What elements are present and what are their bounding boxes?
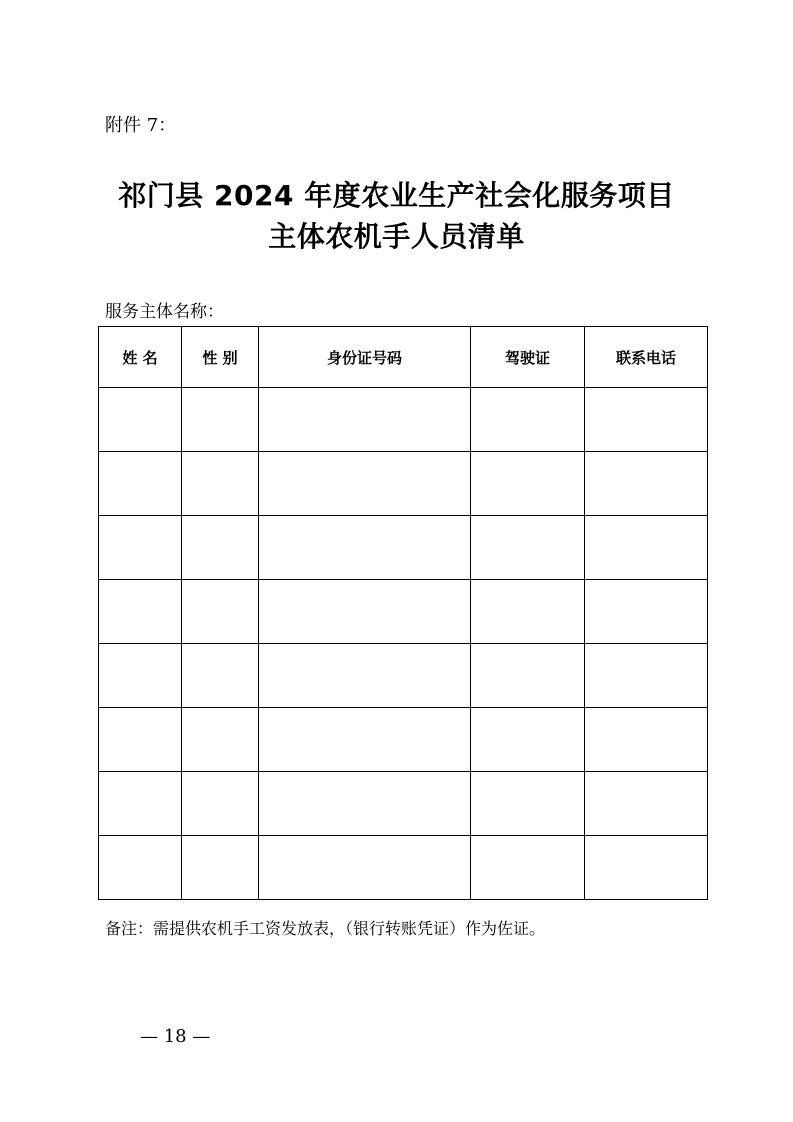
table-row xyxy=(99,708,708,772)
name-cell[interactable] xyxy=(99,388,182,452)
gender-cell[interactable] xyxy=(182,644,259,708)
driver-license-cell[interactable] xyxy=(471,708,585,772)
driver-license-cell[interactable] xyxy=(471,388,585,452)
name-cell[interactable] xyxy=(99,516,182,580)
id-number-cell[interactable] xyxy=(259,516,471,580)
id-number-cell[interactable] xyxy=(259,452,471,516)
table-row xyxy=(99,516,708,580)
column-header-name: 姓 名 xyxy=(99,327,182,388)
personnel-table xyxy=(98,326,708,900)
page-number: — 18 — xyxy=(140,1026,211,1047)
gender-cell[interactable] xyxy=(182,836,259,900)
column-header-gender: 性 别 xyxy=(182,327,259,388)
column-header-phone: 联系电话 xyxy=(585,327,708,388)
id-number-cell[interactable] xyxy=(259,580,471,644)
attachment-label: 附件 7： xyxy=(105,115,177,136)
gender-cell[interactable] xyxy=(182,452,259,516)
service-entity-name-label: 服务主体名称： xyxy=(105,302,224,322)
driver-license-cell[interactable] xyxy=(471,644,585,708)
document-title-line-1: 祁门县 2024 年度农业生产社会化服务项目 xyxy=(118,179,675,212)
name-cell[interactable] xyxy=(99,452,182,516)
phone-cell[interactable] xyxy=(585,580,708,644)
gender-cell[interactable] xyxy=(182,772,259,836)
footnote: 备注：需提供农机手工资发放表，（银行转账凭证）作为佐证。 xyxy=(105,919,546,938)
table-row xyxy=(99,836,708,900)
document-title-line-2: 主体农机手人员清单 xyxy=(268,220,525,253)
driver-license-cell[interactable] xyxy=(471,836,585,900)
table-row xyxy=(99,644,708,708)
phone-cell[interactable] xyxy=(585,452,708,516)
phone-cell[interactable] xyxy=(585,388,708,452)
id-number-cell[interactable] xyxy=(259,708,471,772)
gender-cell[interactable] xyxy=(182,580,259,644)
gender-cell[interactable] xyxy=(182,388,259,452)
column-header-id-number: 身份证号码 xyxy=(259,327,471,388)
column-header-driver-license: 驾驶证 xyxy=(471,327,585,388)
name-cell[interactable] xyxy=(99,772,182,836)
name-cell[interactable] xyxy=(99,644,182,708)
id-number-cell[interactable] xyxy=(259,772,471,836)
table-row xyxy=(99,580,708,644)
name-cell[interactable] xyxy=(99,708,182,772)
table-header-row xyxy=(99,327,708,388)
phone-cell[interactable] xyxy=(585,708,708,772)
name-cell[interactable] xyxy=(99,580,182,644)
table-row xyxy=(99,452,708,516)
driver-license-cell[interactable] xyxy=(471,516,585,580)
id-number-cell[interactable] xyxy=(259,836,471,900)
driver-license-cell[interactable] xyxy=(471,452,585,516)
phone-cell[interactable] xyxy=(585,836,708,900)
gender-cell[interactable] xyxy=(182,708,259,772)
table-row xyxy=(99,388,708,452)
table-row xyxy=(99,772,708,836)
name-cell[interactable] xyxy=(99,836,182,900)
phone-cell[interactable] xyxy=(585,772,708,836)
phone-cell[interactable] xyxy=(585,516,708,580)
driver-license-cell[interactable] xyxy=(471,772,585,836)
phone-cell[interactable] xyxy=(585,644,708,708)
id-number-cell[interactable] xyxy=(259,644,471,708)
driver-license-cell[interactable] xyxy=(471,580,585,644)
gender-cell[interactable] xyxy=(182,516,259,580)
id-number-cell[interactable] xyxy=(259,388,471,452)
